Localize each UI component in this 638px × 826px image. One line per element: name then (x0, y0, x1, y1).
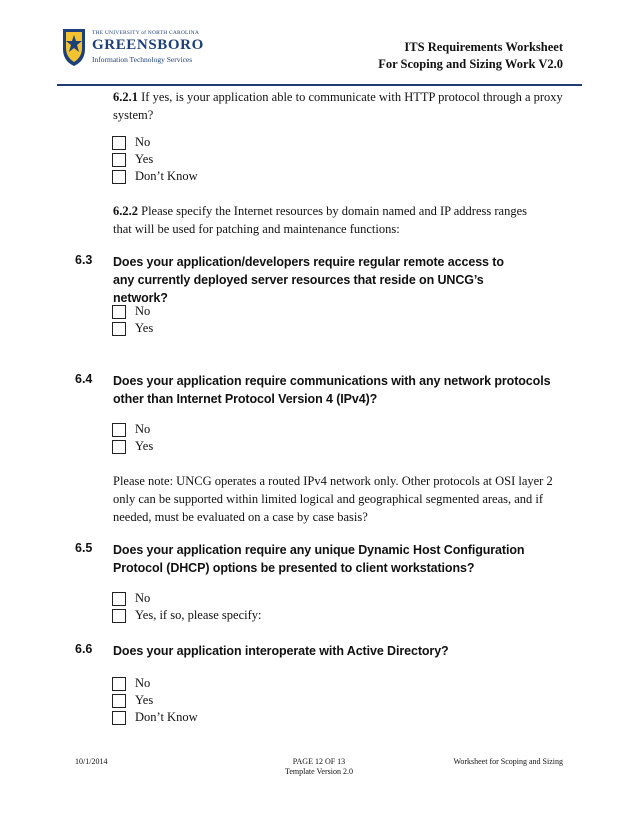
checkbox[interactable] (112, 170, 126, 184)
question-6-5-number: 6.5 (75, 541, 93, 555)
question-6-6-text: Does your application interoperate with Active Directory? (113, 644, 449, 658)
footer-date: 10/1/2014 (75, 757, 108, 766)
checkbox[interactable] (112, 592, 126, 606)
checkbox[interactable] (112, 609, 126, 623)
logo-its-line: Information Technology Services (92, 55, 193, 64)
checkbox[interactable] (112, 305, 126, 319)
option-6-6-yes[interactable] (112, 692, 153, 709)
checkbox[interactable] (112, 322, 126, 336)
header-divider (57, 84, 582, 86)
option-label: Don’t Know (135, 169, 198, 183)
checkbox[interactable] (112, 694, 126, 708)
option-6-2-1-no[interactable] (112, 134, 150, 151)
question-6-3-number: 6.3 (75, 253, 93, 267)
checkbox[interactable] (112, 711, 126, 725)
question-text: Please specify the Internet resources by domain named and IP address ranges that will be used for patching and maintenance functions: (113, 204, 527, 236)
question-6-4-text: Does your application require communications with any network protocols other than Internet Protocol Version 4 (IPv4)? (113, 374, 551, 406)
question-6-4-number: 6.4 (75, 372, 93, 386)
checkbox[interactable] (112, 153, 126, 167)
header-title-line1: ITS Requirements Worksheet (404, 40, 563, 54)
footer-template-version: Template Version 2.0 (285, 767, 353, 776)
question-number: 6.2.1 (113, 90, 138, 104)
question-text: If yes, is your application able to communicate with HTTP protocol through a proxy system? (113, 90, 563, 122)
question-6-3-text: Does your application/developers require regular remote access to any currently deployed server resources that reside on UNCG’s network? (113, 255, 504, 305)
option-6-6-no[interactable] (112, 675, 150, 692)
question-6-2-2 (113, 202, 533, 238)
header-title (378, 39, 563, 73)
option-label: Yes (135, 152, 154, 166)
option-label: No (135, 676, 151, 690)
option-6-5-yes-specify[interactable] (112, 607, 262, 624)
university-shield-icon (60, 27, 88, 67)
option-label: Yes (135, 439, 154, 453)
option-label: Yes (135, 693, 154, 707)
option-6-3-yes[interactable] (112, 320, 153, 337)
question-6-5-text: Does your application require any unique Dynamic Host Configuration Protocol (DHCP) options be presented to client workstations? (113, 543, 525, 575)
option-6-2-1-yes[interactable] (112, 151, 153, 168)
option-6-5-no[interactable] (112, 590, 150, 607)
question-6-6-number: 6.6 (75, 642, 93, 656)
footer-worksheet-title: Worksheet for Scoping and Sizing (453, 757, 563, 766)
header-title-line2: For Scoping and Sizing Work V2.0 (378, 57, 563, 71)
option-6-6-dont-know[interactable] (112, 709, 198, 726)
question-6-4-note: Please note: UNCG operates a routed IPv4 network only. Other protocols at OSI layer 2 only can be supported within limited logical and geographical segmented areas, and if needed, must be evaluated on a case by case basis? (113, 474, 553, 524)
option-label: No (135, 135, 151, 149)
option-6-4-no[interactable] (112, 421, 150, 438)
option-6-2-1-dont-know[interactable] (112, 168, 198, 185)
question-number: 6.2.2 (113, 204, 138, 218)
option-6-3-no[interactable] (112, 303, 150, 320)
uncg-its-logo (60, 27, 204, 71)
option-label: Yes, if so, please specify: (135, 608, 262, 622)
option-6-4-yes[interactable] (112, 438, 153, 455)
checkbox[interactable] (112, 136, 126, 150)
logo-greensboro: GREENSBORO (92, 37, 204, 53)
checkbox[interactable] (112, 423, 126, 437)
option-label: Yes (135, 321, 154, 335)
option-label: No (135, 591, 151, 605)
logo-university-line: THE UNIVERSITY of NORTH CAROLINA (92, 30, 199, 36)
footer-page-number: PAGE 12 OF 13 (292, 757, 346, 766)
checkbox[interactable] (112, 677, 126, 691)
option-label: No (135, 304, 151, 318)
option-label: Don’t Know (135, 710, 198, 724)
option-label: No (135, 422, 151, 436)
checkbox[interactable] (112, 440, 126, 454)
question-6-2-1 (113, 88, 568, 124)
